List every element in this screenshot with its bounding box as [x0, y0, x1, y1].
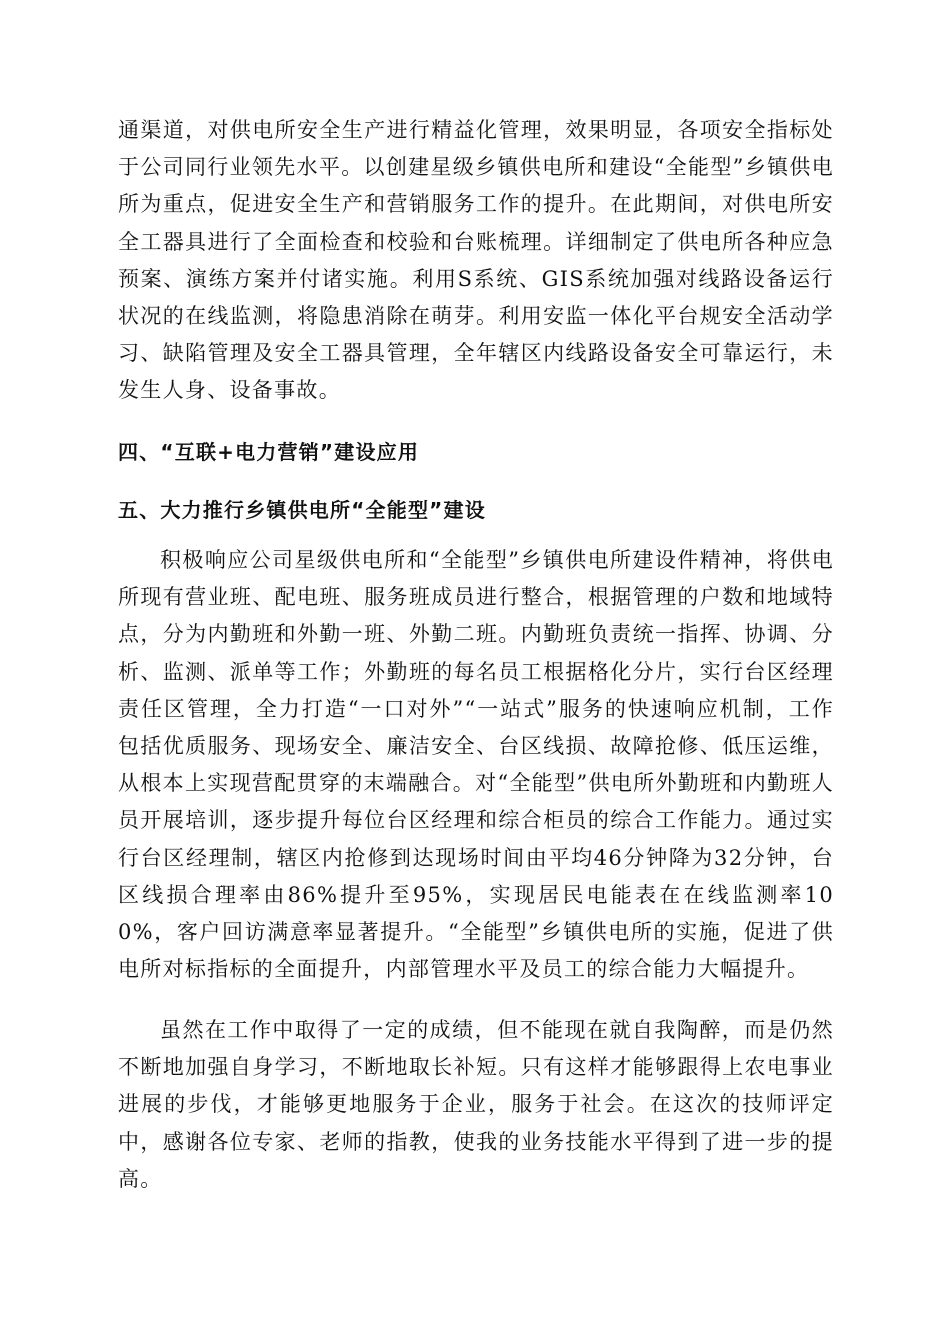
section-5-paragraph: 积极响应公司星级供电所和“全能型”乡镇供电所建设件精神，将供电所现有营业班、配电班、服务班成员进行整合，根据管理的户数和地域特点，分为内勤班和外勤一班、外勤二班。内勤班负责统一指挥、协调、分析、监测、派单等工作；外勤班的每名员工根据格化分片，实行台区经理责任区管理，全力打造“一口对外”“一站式”服务的快速响应机制，工作包括优质服务、现场安全、廉洁安全、台区线损、故障抢修、低压运维，从根本上实现营配贯穿的末端融合。对“全能型”供电所外勤班和内勤班人员开展培训，逐步提升每位台区经理和综合柜员的综合工作能力。通过实行台区经理制，辖区内抢修到达现场时间由平均46分钟降为32分钟，台区线损合理率由86%提升至95%，实现居民电能表在在线监测率100%，客户回访满意率显著提升。“全能型”乡镇供电所的实施，促进了供电所对标指标的全面提升，内部管理水平及员工的综合能力大幅提升。: [118, 548, 834, 982]
closing-paragraph: 虽然在工作中取得了一定的成绩，但不能现在就自我陶醉，而是仍然不断地加强自身学习，不断地取长补短。只有这样才能够跟得上农电事业进展的步伐，才能够更地服务于企业，服务于社会。在这次的技师评定中，感谢各位专家、老师的指教，使我的业务技能水平得到了进一步的提高。: [118, 1018, 834, 1191]
section-heading-4: 四、“互联+电力营销”建设应用: [118, 440, 420, 464]
continued-paragraph: 通渠道，对供电所安全生产进行精益化管理，效果明显，各项安全指标处于公司同行业领先水平。以创建星级乡镇供电所和建设“全能型”乡镇供电所为重点，促进安全生产和营销服务工作的提升。在此期间，对供电所安全工器具进行了全面检查和校验和台账梳理。详细制定了供电所各种应急预案、演练方案并付诸实施。利用S系统、GIS系统加强对线路设备运行状况的在线监测，将隐患消除在萌芽。利用安监一体化平台规安全活动学习、缺陷管理及安全工器具管理，全年辖区内线路设备安全可靠运行，未发生人身、设备事故。: [118, 118, 834, 403]
section-heading-5: 五、大力推行乡镇供电所“全能型”建设: [118, 498, 486, 522]
